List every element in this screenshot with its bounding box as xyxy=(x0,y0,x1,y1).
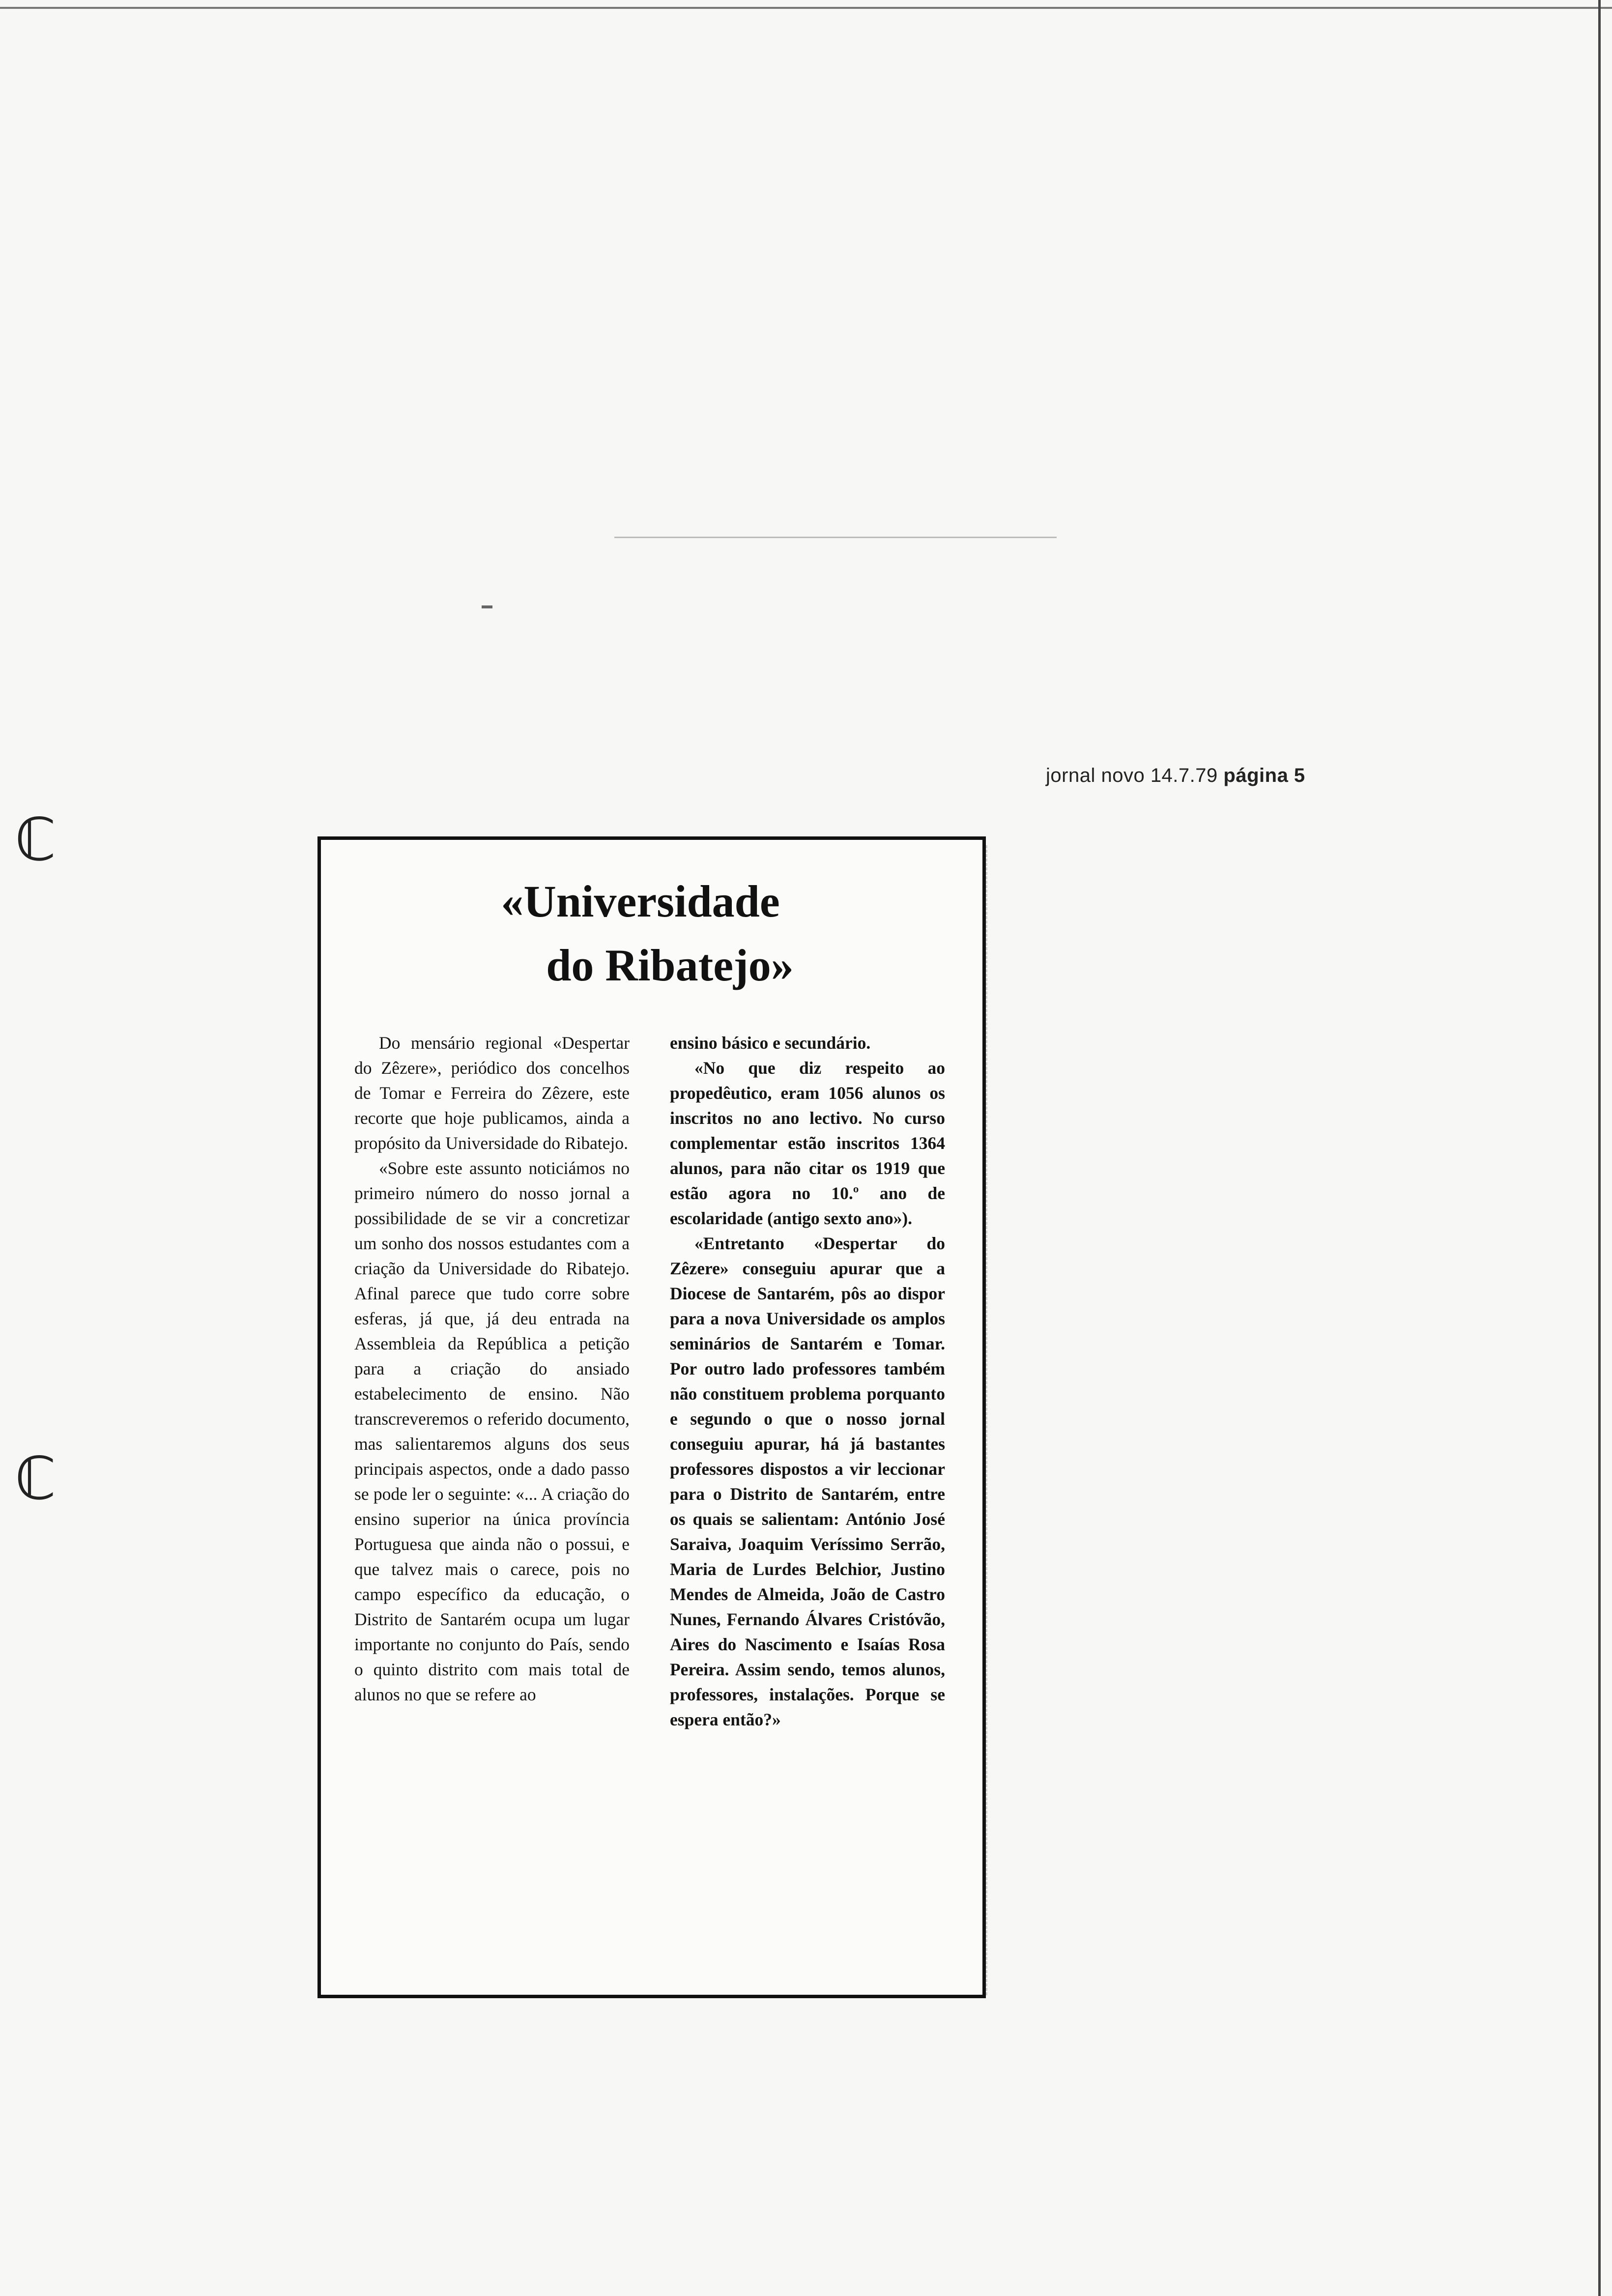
binder-hole-mark-bottom: ℂ xyxy=(15,1445,56,1513)
paragraph: «No que diz respeito ao propedêutico, eram 1056 alunos os inscritos no ano lectivo. No curso complementar estão inscritos 1364 alunos, para não citar os 1919 que estão agora no 10.º ano de escolaridade (antigo sexto ano»). xyxy=(670,1058,945,1228)
article-column-left xyxy=(354,1031,630,1707)
clipping-torn-edge xyxy=(986,845,1041,1995)
paragraph: «Sobre este assunto noticiámos no primeiro número do nosso jornal a possibilidade de se vir a concretizar um sonho dos nossos estudantes com a criação da Universidade do Ribatejo. Afinal parece que tudo corre sobre esferas, já que, já deu entrada na Assembleia da República a petição para a criação do ansiado estabelecimento de ensino. Não transcreveremos o referido documento, mas salientaremos alguns dos seus principais aspectos, onde a dado passo se pode ler o seguinte: «... A criação do ensino superior na única província Portuguesa que ainda não o possui, e que talvez mais o carece, pois no campo específico da educação, o Distrito de Santarém ocupa um lugar importante no conjunto do País, sendo o quinto distrito com mais total de alunos no que se refere ao xyxy=(354,1158,630,1704)
scan-right-edge xyxy=(1598,0,1601,2296)
paragraph: «Entretanto «Despertar do Zêzere» conseguiu apurar que a Diocese de Santarém, pôs ao dispor para a nova Universidade os amplos seminários de Santarém e Tomar. Por outro lado professores também não constituem problema porquanto e segundo o que o nosso jornal conseguiu apurar, há já bastantes professores dispostos a vir leccionar para o Distrito de Santarém, entre os quais se salientam: António José Saraiva, Joaquim Veríssimo Serrão, Maria de Lurdes Belchior, Justino Mendes de Almeida, João de Castro Nunes, Fernando Álvares Cristóvão, Aires do Nascimento e Isaías Rosa Pereira. Assim sendo, temos alunos, professores, instalações. Porque se espera então?» xyxy=(670,1234,945,1729)
paragraph: ensino básico e secundário. xyxy=(670,1033,871,1053)
publication-date: 14.7.79 xyxy=(1150,765,1218,786)
publication-name: jornal novo xyxy=(1046,765,1145,786)
scan-top-edge xyxy=(0,7,1612,9)
scan-artifact-line xyxy=(614,537,1057,538)
article-headline xyxy=(360,869,950,997)
headline-line-1: «Universidade xyxy=(501,876,780,926)
newspaper-clipping xyxy=(317,836,986,1998)
article-column-right xyxy=(670,1031,945,1732)
headline-line-2: do Ribatejo» xyxy=(546,940,794,990)
paragraph: Do mensário regional «Despertar do Zêzere», periódico dos concelhos de Tomar e Ferreira do Zêzere, este recorte que hoje publicamos, ainda a propósito da Universidade do Ribatejo. xyxy=(354,1033,630,1153)
scan-artifact-dash xyxy=(482,605,492,608)
page-number: página 5 xyxy=(1223,765,1305,786)
page-header xyxy=(1046,765,1305,787)
binder-hole-mark-top: ℂ xyxy=(15,806,56,874)
